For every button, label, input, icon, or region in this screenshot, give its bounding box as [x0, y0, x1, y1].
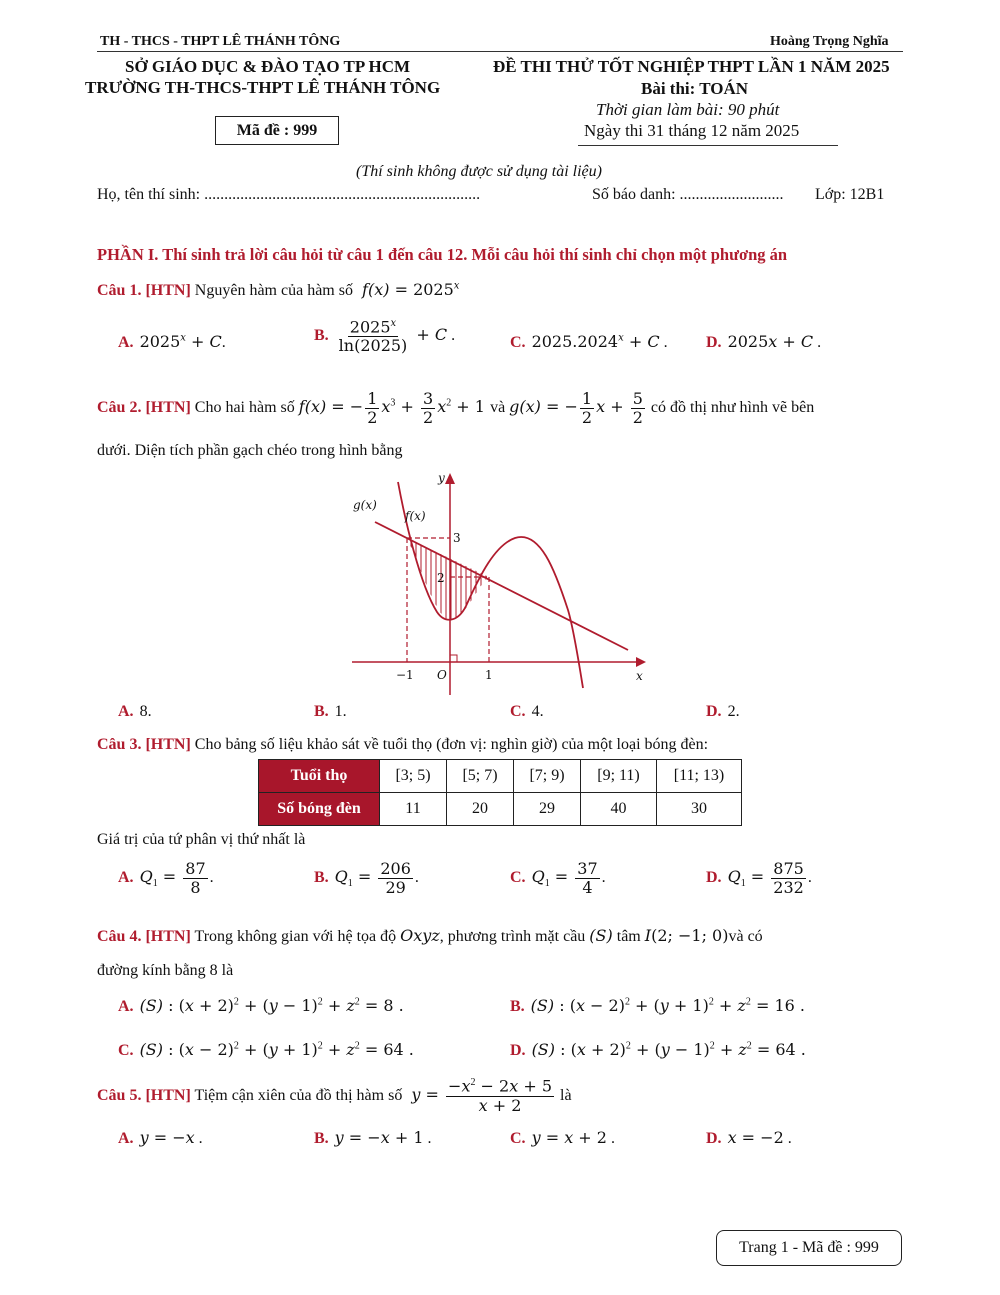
q4-option-d[interactable]: D. (S) : $(x + 2)^2 + (y - 1)^2 + z^2 = 64$ . — [510, 1040, 806, 1059]
table-row — [259, 793, 742, 826]
duration: Thời gian làm bài: 90 phút — [596, 100, 780, 119]
date-rule — [578, 145, 838, 146]
g-label: g(x) — [353, 498, 377, 512]
question-3-line2: Giá trị của tứ phân vị thứ nhất là — [97, 831, 306, 848]
exam-code-box: Mã đề : 999 — [215, 116, 339, 145]
question-5-text: Tiệm cận xiên của đồ thị hàm số — [194, 1086, 403, 1104]
q5-option-c[interactable]: C. y = x + 2 . — [510, 1128, 615, 1147]
q4-option-c[interactable]: C. (S) : $(x - 2)^2 + (y + 1)^2 + z^2 = 64$ . — [118, 1040, 414, 1059]
q2-option-a[interactable]: A. 8. — [118, 703, 152, 720]
class-line: Lớp: 12B1 — [815, 186, 885, 203]
q4-option-b[interactable]: B. (S) : $(x - 2)^2 + (y + 1)^2 + z^2 = 16$ . — [510, 996, 805, 1015]
question-2-text: Cho hai hàm số — [194, 398, 295, 416]
q3-option-a[interactable]: A. $Q_1$ = $\frac{87}{8}$ . — [118, 859, 214, 897]
header-rule — [97, 51, 903, 52]
table-cell: [3; 5) — [380, 760, 447, 793]
question-1-number: Câu 1. [HTN] — [97, 282, 191, 299]
table-cell: [7; 9) — [514, 760, 581, 793]
tick-2: 2 — [437, 571, 445, 585]
question-3-text: Cho bảng số liệu khảo sát về tuổi thọ (đơn vị: nghìn giờ) của một loại bóng đèn: — [194, 736, 709, 753]
question-4: Câu 4. [HTN] Trong không gian với hệ tọa độ Oxyz, phương trình mặt cầu (S) tâm I(2; −1; 0)và có — [97, 926, 763, 945]
question-1 — [97, 280, 459, 300]
table-row — [259, 760, 742, 793]
exam-date: Ngày thi 31 tháng 12 năm 2025 — [584, 121, 800, 140]
question-2: Câu 2. [HTN] Cho hai hàm số f(x) = − $\frac{1}{2}$ $x^3$ + $\frac{3}{2}$ $x^2 + 1$ và g(x) = − $\frac{1}{2}$ x + $\frac{5}{2}$ có đồ thị như hình vẽ bên — [97, 389, 815, 427]
table-cell: 20 — [447, 793, 514, 826]
subject: Bài thi: TOÁN — [641, 79, 749, 98]
question-2-line2: dưới. Diện tích phần gạch chéo trong hình bằng — [97, 442, 403, 459]
question-2-and: và — [490, 398, 506, 416]
exam-note: (Thí sinh không được sử dụng tài liệu) — [356, 163, 602, 180]
question-2-number: Câu 2. [HTN] — [97, 398, 191, 416]
x-axis-label: x — [636, 669, 643, 683]
q1-option-d[interactable]: D. 2025x + C . — [706, 332, 822, 351]
q4-option-a[interactable]: A. (S) : $(x + 2)^2 + (y - 1)^2 + z^2 = 8$ . — [118, 996, 404, 1015]
q5-option-d[interactable]: D. x = −2 . — [706, 1128, 792, 1147]
q3-option-c[interactable]: C. $Q_1$ = $\frac{37}{4}$ . — [510, 859, 606, 897]
table-cell: [11; 13) — [657, 760, 742, 793]
q1-option-b[interactable]: B. $\frac{2025^x}{\ln(2025)}$ + C . — [314, 317, 456, 355]
question-4-number: Câu 4. [HTN] — [97, 928, 191, 945]
tick-1: 1 — [485, 668, 493, 682]
candidate-id-line: Số báo danh: .......................... — [592, 186, 784, 203]
question-1-text: Nguyên hàm của hàm số — [194, 282, 353, 299]
q3-option-d[interactable]: D. $Q_1$ = $\frac{875}{232}$ . — [706, 859, 812, 897]
question-4-line2: đường kính bằng 8 là — [97, 962, 234, 979]
f-curve — [398, 482, 583, 688]
question-2-tail: có đồ thị như hình vẽ bên — [650, 398, 815, 416]
table-cell: [5; 7) — [447, 760, 514, 793]
q5-option-a[interactable]: A. y = −x . — [118, 1128, 203, 1147]
tick-3: 3 — [453, 531, 461, 545]
candidate-name-line: Họ, tên thí sinh: ..................................................................... — [97, 186, 481, 203]
table-cell: 11 — [380, 793, 447, 826]
table-cell: 30 — [657, 793, 742, 826]
question-2-g: g(x) — [509, 396, 541, 416]
q2-option-b[interactable]: B. 1. — [314, 703, 347, 720]
q2-option-d[interactable]: D. 2. — [706, 703, 740, 720]
q3-option-b[interactable]: B. $Q_1$ = $\frac{206}{29}$ . — [314, 859, 419, 897]
q1-option-a[interactable]: A. $2025^x + C$. — [118, 332, 226, 351]
question-1-function: $f(x) = 2025^x$ — [356, 280, 460, 299]
page-footer: Trang 1 - Mã đề : 999 — [716, 1230, 902, 1266]
q5-option-b[interactable]: B. y = −x + 1 . — [314, 1128, 432, 1147]
q1-option-c[interactable]: C. $2025.2024^x + C$ . — [510, 332, 668, 351]
table-cell: 29 — [514, 793, 581, 826]
table-head-lifespan: Tuổi thọ — [259, 760, 380, 793]
school-name: TRƯỜNG TH-THCS-THPT LÊ THÁNH TÔNG — [85, 78, 441, 97]
question-3 — [97, 736, 708, 754]
question-2-graph — [345, 466, 655, 696]
f-label: f(x) — [405, 509, 426, 523]
department: SỞ GIÁO DỤC & ĐÀO TẠO TP HCM — [125, 57, 411, 76]
question-2-f: f(x) — [298, 396, 327, 416]
question-4-text: Trong không gian với hệ tọa độ — [194, 928, 397, 945]
question-5: Câu 5. [HTN] Tiệm cận xiên của đồ thị hàm số y = $\frac{-x^2 - 2x + 5}{x + 2}$ là — [97, 1076, 572, 1115]
g-line — [375, 522, 628, 650]
part1-heading: PHẦN I. Thí sinh trả lời câu hỏi từ câu 1 đến câu 12. Mỗi câu hỏi thí sinh chỉ chọn một phương án — [97, 245, 788, 264]
school-short: TH - THCS - THPT LÊ THÁNH TÔNG — [100, 34, 341, 49]
lifespan-table — [258, 759, 742, 826]
table-head-count: Số bóng đèn — [259, 793, 380, 826]
y-axis-label: y — [438, 471, 445, 485]
origin-label: O — [437, 668, 447, 682]
table-cell: [9; 11) — [581, 760, 657, 793]
table-cell: 40 — [581, 793, 657, 826]
author: Hoàng Trọng Nghĩa — [770, 34, 889, 49]
q2-option-c[interactable]: C. 4. — [510, 703, 544, 720]
exam-title: ĐỀ THI THỬ TỐT NGHIỆP THPT LẦN 1 NĂM 2025 — [493, 57, 890, 76]
question-5-number: Câu 5. [HTN] — [97, 1086, 191, 1104]
question-3-number: Câu 3. [HTN] — [97, 736, 191, 753]
tick-minus-1: −1 — [396, 668, 414, 682]
